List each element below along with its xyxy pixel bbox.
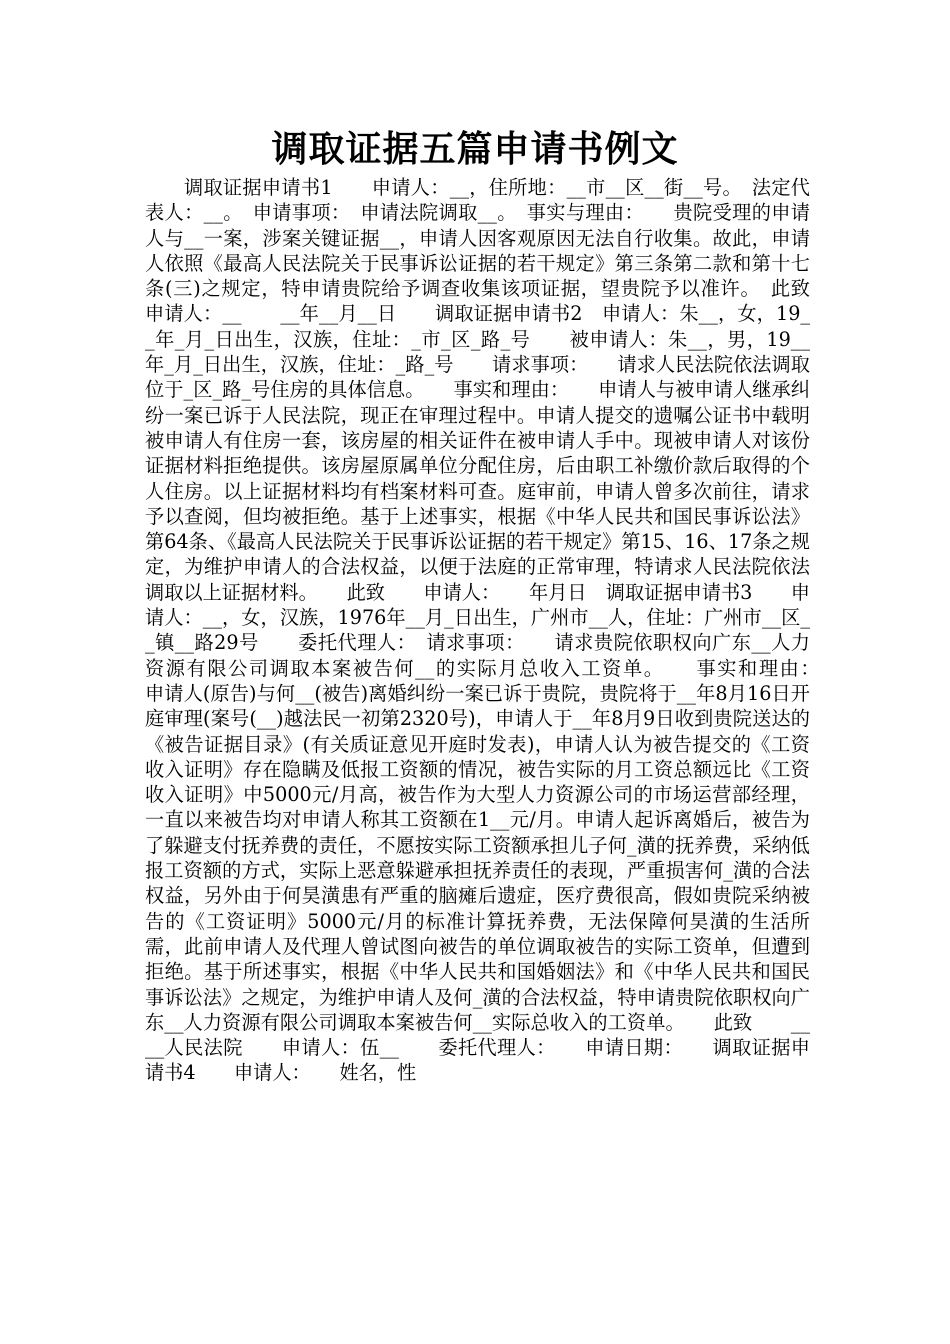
document-body-text: 调取证据申请书1 申请人：__，住所地：__市__区__街__号。 法定代表人：__。 申请事项： 申请法院调取__。 事实与理由： 贵院受理的申请人与__一案，涉案关键证据__，申请人因客观原因无法自行收集。故此，申请人依照《最高人民法院关于民事诉讼证据的若干规定》第三条第二款和第十七条(三)之规定，特申请贵院给予调查收集该项证据，望贵院予以准许。 此致 申请人：__ __年__月__日 调取证据申请书2 申请人：朱__，女，19__年_月_日出生，汉族，住址：_市_区_路_号 被申请人：朱__，男，19__年_月_日出生，汉族，住址：_路_号 请求事项： 请求人民法院依法调取位于_区_路_号住房的具体信息。 事实和理由： 申请人与被申请人继承纠纷一案已诉于人民法院，现正在审理过程中。申请人提交的遗嘱公证书中载明被申请人有住房一套，该房屋的相关证件在被申请人手中。现被申请人对该份证据材料拒绝提供。该房屋原属单位分配住房，后由职工补缴价款后取得的个人住房。以上证据材料均有档案材料可查。庭审前，申请人曾多次前往，请求予以查阅，但均被拒绝。基于上述事实，根据《中华人民共和国民事诉讼法》第64条、《最高人民法院关于民事诉讼证据的若干规定》第15、16、17条之规定，为维护申请人的合法权益，以便于法庭的正常审理，特请求人民法院依法调取以上证据材料。 此致 申请人： 年月日 调取证据申请书3 申请人：__，女，汉族，1976年__月_日出生，广州市__人，住址：广州市__区__镇__路29号 委托代理人： 请求事项： 请求贵院依职权向广东__人力资源有限公司调取本案被告何__的实际月总收入工资单。 事实和理由： 申请人(原告)与何__(被告)离婚纠纷一案已诉于贵院，贵院将于__年8月16日开庭审理(案号(__)越法民一初第2320号)，申请人于__年8月9日收到贵院送达的《被告证据目录》(有关质证意见开庭时发表)，申请人认为被告提交的《工资收入证明》存在隐瞒及低报工资额的情况，被告实际的月工资总额远比《工资收入证明》中5000元/月高，被告作为大型人力资源公司的市场运营部经理，一直以来被告均对申请人称其工资额在1__元/月。申请人起诉离婚后，被告为了躲避支付抚养费的责任，不愿按实际工资额承担儿子何_潢的抚养费，采纳低报工资额的方式，实际上恶意躲避承担抚养责任的表现，严重损害何_潢的合法权益，另外由于何昊潢患有严重的脑瘫后遗症，医疗费很高，假如贵院采纳被告的《工资证明》5000元/月的标准计算抚养费，无法保障何昊潢的生活所需，此前申请人及代理人曾试图向被告的单位调取被告的实际工资单，但遭到拒绝。基于所述事实，根据《中华人民共和国婚姻法》和《中华人民共和国民事诉讼法》之规定，为维护申请人及何_潢的合法权益，特申请贵院依职权向广东__人力资源有限公司调取本案被告何__实际总收入的工资单。 此致 ____人民法院 申请人：伍__ 委托代理人： 申请日期： 调取证据申请书4 申请人： 姓名，性: [145, 176, 849, 1085]
document-title: 调取证据五篇申请书例文: [271, 129, 679, 170]
